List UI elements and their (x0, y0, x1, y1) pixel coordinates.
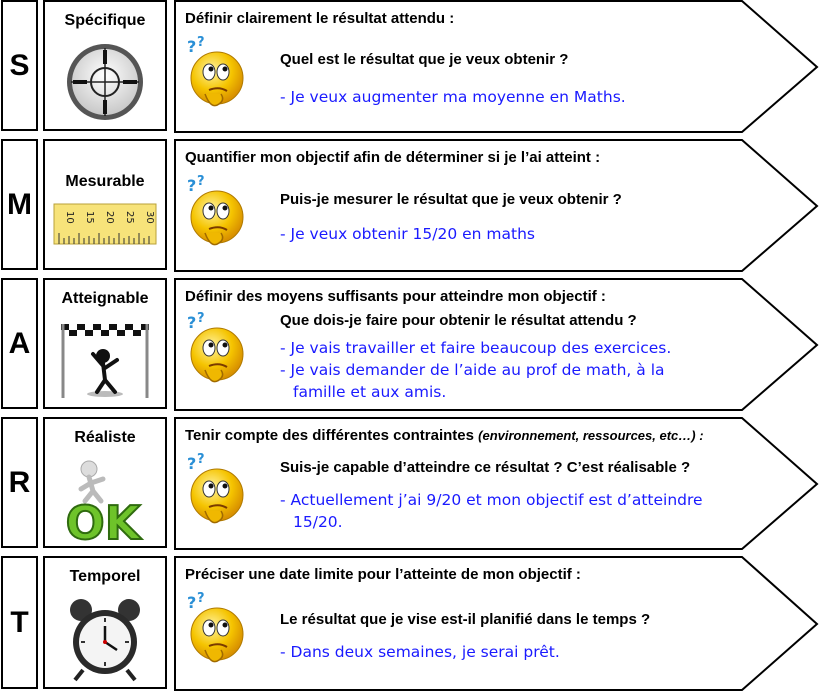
thinking-smiley-icon (185, 173, 245, 253)
question: Quel est le résultat que je veux obtenir ? (280, 51, 569, 68)
ruler-icon (53, 203, 157, 245)
thinking-smiley-icon (185, 451, 245, 531)
letter: T (10, 605, 29, 639)
icon-box (43, 139, 167, 270)
answer-line: famille et aux amis. (293, 383, 447, 401)
icon-box (43, 0, 167, 131)
question: Suis-je capable d’atteindre ce résultat ? C’est réalisable ? (280, 459, 691, 476)
heading-note: (environnement, ressources, etc…) : (478, 428, 704, 443)
smart-row-m (0, 139, 822, 273)
smart-row-s (0, 0, 822, 134)
content-arrow (174, 278, 820, 412)
icon-label: Atteignable (61, 290, 149, 307)
thinking-smiley-icon (185, 310, 245, 390)
answer-line: - Je vais travailler et faire beaucoup des exercices. (280, 339, 672, 357)
smart-row-a (0, 278, 822, 412)
thinking-smiley-icon (185, 590, 245, 670)
heading: Définir des moyens suffisants pour atteindre mon objectif : (185, 288, 606, 305)
finish-line-icon (55, 320, 155, 400)
crosshair-icon (65, 42, 145, 122)
ruler-number: 20 (104, 211, 115, 224)
content-arrow (174, 0, 820, 134)
letter-box (1, 0, 38, 131)
answer-line: - Dans deux semaines, je serai prêt. (280, 643, 560, 661)
answer (280, 641, 720, 663)
icon-label: Spécifique (64, 12, 146, 29)
heading (185, 427, 704, 444)
letter: M (7, 187, 32, 221)
answer-line: 15/20. (293, 513, 343, 531)
icon-label: Temporel (69, 568, 141, 585)
content-arrow (174, 556, 820, 692)
heading-text: Tenir compte des différentes contraintes (185, 427, 474, 444)
answer (280, 337, 720, 403)
ruler-number: 15 (84, 211, 95, 224)
ruler-number: 10 (64, 211, 75, 224)
letter: A (8, 326, 31, 360)
heading: Quantifier mon objectif afin de déterminer si je l’ai atteint : (185, 149, 601, 166)
thinking-smiley-icon (185, 34, 245, 114)
icon-box (43, 417, 167, 548)
letter-box (1, 556, 38, 689)
heading: Préciser une date limite pour l’atteinte de mon objectif : (185, 566, 581, 583)
answer-line: - Je vais demander de l’aide au prof de math, à la (280, 361, 665, 379)
answer-line: - Actuellement j’ai 9/20 et mon objectif est d’atteindre (280, 491, 703, 509)
question: Puis-je mesurer le résultat que je veux obtenir ? (280, 191, 622, 208)
letter-box (1, 278, 38, 409)
smart-row-r (0, 417, 822, 551)
ruler-number: 30 (144, 211, 155, 224)
letter: R (8, 465, 31, 499)
icon-box (43, 556, 167, 689)
answer (280, 86, 720, 108)
content-arrow (174, 417, 820, 551)
icon-label: Réaliste (74, 429, 136, 446)
letter-box (1, 139, 38, 270)
answer-line: - Je veux augmenter ma moyenne en Maths. (280, 88, 626, 106)
letter: S (9, 48, 30, 82)
ruler-number: 25 (124, 211, 135, 224)
ok-text: OK (65, 496, 141, 543)
content-arrow (174, 139, 820, 273)
question: Que dois-je faire pour obtenir le résultat attendu ? (280, 312, 637, 329)
answer-line: - Je veux obtenir 15/20 en maths (280, 225, 536, 243)
answer (280, 489, 720, 533)
alarm-clock-icon (65, 596, 145, 682)
heading: Définir clairement le résultat attendu : (185, 10, 455, 27)
letter-box (1, 417, 38, 548)
answer (280, 223, 720, 245)
icon-label: Mesurable (65, 173, 145, 190)
smart-row-t (0, 556, 822, 692)
icon-box (43, 278, 167, 409)
ok-icon (53, 457, 157, 543)
question: Le résultat que je vise est-il planifié dans le temps ? (280, 611, 651, 628)
